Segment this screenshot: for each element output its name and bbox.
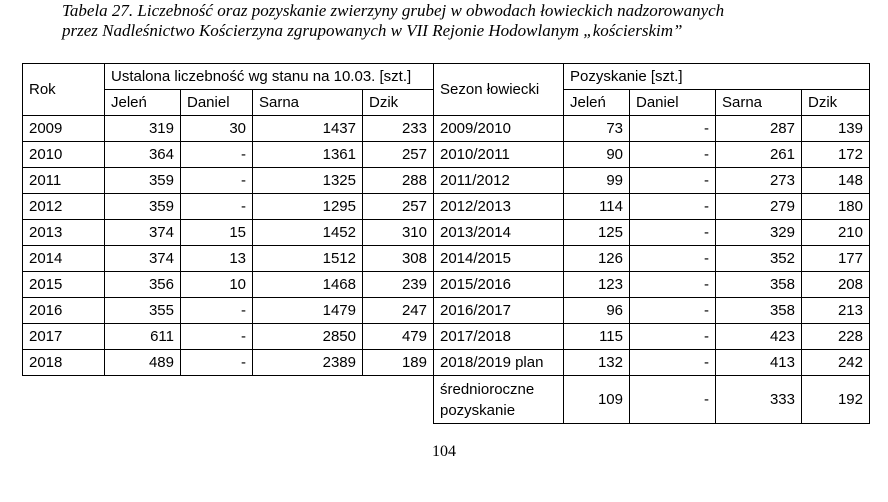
cell-p-jelen: 125 [564,220,630,246]
cell-p-jelen: 96 [564,298,630,324]
cell-u-dzik: 239 [363,272,434,298]
cell-p-sarna: 329 [716,220,802,246]
cell-p-daniel: - [630,350,716,376]
average-p-dzik: 192 [802,376,870,424]
header-p-jelen: Jeleń [564,90,630,116]
header-p-dzik: Dzik [802,90,870,116]
cell-p-daniel: - [630,298,716,324]
cell-sezon: 2013/2014 [434,220,564,246]
cell-u-dzik: 247 [363,298,434,324]
cell-p-dzik: 228 [802,324,870,350]
cell-rok: 2016 [23,298,105,324]
cell-p-sarna: 261 [716,142,802,168]
cell-u-sarna: 2389 [253,350,363,376]
cell-rok: 2013 [23,220,105,246]
cell-p-sarna: 413 [716,350,802,376]
cell-u-daniel: - [181,298,253,324]
header-u-sarna: Sarna [253,90,363,116]
cell-u-jelen: 356 [105,272,181,298]
header-rok: Rok [23,64,105,116]
table-row [23,220,870,246]
empty-area [23,376,434,424]
cell-p-jelen: 73 [564,116,630,142]
header-p-sarna: Sarna [716,90,802,116]
cell-rok: 2014 [23,246,105,272]
table-row [23,194,870,220]
header-u-daniel: Daniel [181,90,253,116]
cell-p-jelen: 99 [564,168,630,194]
page-number: 104 [432,443,456,460]
cell-u-jelen: 611 [105,324,181,350]
cell-p-sarna: 352 [716,246,802,272]
cell-p-daniel: - [630,168,716,194]
cell-p-dzik: 148 [802,168,870,194]
cell-u-sarna: 1452 [253,220,363,246]
cell-u-dzik: 310 [363,220,434,246]
cell-u-jelen: 359 [105,194,181,220]
cell-rok: 2009 [23,116,105,142]
cell-sezon: 2016/2017 [434,298,564,324]
average-row [23,376,870,424]
table-row [23,350,870,376]
cell-p-jelen: 126 [564,246,630,272]
cell-u-dzik: 479 [363,324,434,350]
cell-u-daniel: 13 [181,246,253,272]
cell-u-daniel: - [181,324,253,350]
cell-p-jelen: 132 [564,350,630,376]
cell-p-sarna: 273 [716,168,802,194]
cell-p-dzik: 139 [802,116,870,142]
cell-u-dzik: 288 [363,168,434,194]
cell-rok: 2010 [23,142,105,168]
cell-p-jelen: 114 [564,194,630,220]
cell-p-sarna: 358 [716,298,802,324]
cell-u-jelen: 364 [105,142,181,168]
cell-u-daniel: - [181,350,253,376]
cell-p-sarna: 358 [716,272,802,298]
cell-p-daniel: - [630,142,716,168]
cell-sezon: 2010/2011 [434,142,564,168]
cell-u-dzik: 189 [363,350,434,376]
cell-u-sarna: 1295 [253,194,363,220]
header-pozyskanie-group: Pozyskanie [szt.] [564,64,870,90]
table-row [23,168,870,194]
average-label [434,376,564,424]
caption-line-2: przez Nadleśnictwo Kościerzyna zgrupowanych w VII Rejonie Hodowlanym „kościerskim” [62,21,683,40]
cell-p-dzik: 172 [802,142,870,168]
cell-p-dzik: 213 [802,298,870,324]
cell-p-dzik: 210 [802,220,870,246]
cell-p-daniel: - [630,272,716,298]
average-p-jelen: 109 [564,376,630,424]
cell-u-dzik: 233 [363,116,434,142]
cell-p-daniel: - [630,194,716,220]
cell-p-daniel: - [630,324,716,350]
table-row [23,298,870,324]
cell-u-sarna: 2850 [253,324,363,350]
cell-u-sarna: 1361 [253,142,363,168]
cell-p-daniel: - [630,116,716,142]
cell-u-sarna: 1325 [253,168,363,194]
cell-u-daniel: - [181,168,253,194]
cell-p-daniel: - [630,246,716,272]
cell-u-jelen: 489 [105,350,181,376]
header-p-daniel: Daniel [630,90,716,116]
cell-u-jelen: 355 [105,298,181,324]
header-u-jelen: Jeleń [105,90,181,116]
average-p-sarna: 333 [716,376,802,424]
cell-u-jelen: 319 [105,116,181,142]
header-ustalona-group: Ustalona liczebność wg stanu na 10.03. [szt.] [105,64,434,90]
table-row [23,116,870,142]
cell-rok: 2018 [23,350,105,376]
game-population-table [22,63,870,424]
average-label-line-2: pozyskanie [440,401,516,419]
cell-sezon: 2011/2012 [434,168,564,194]
cell-sezon: 2017/2018 [434,324,564,350]
cell-rok: 2011 [23,168,105,194]
average-p-daniel: - [630,376,716,424]
table-caption [62,1,724,41]
cell-u-jelen: 374 [105,220,181,246]
average-label-line-1: średnioroczne [440,380,535,398]
cell-u-daniel: - [181,194,253,220]
caption-line-1: Tabela 27. Liczebność oraz pozyskanie zwierzyny grubej w obwodach łowieckich nadzorowanych [62,1,725,20]
cell-sezon: 2009/2010 [434,116,564,142]
cell-p-jelen: 115 [564,324,630,350]
cell-p-sarna: 287 [716,116,802,142]
cell-p-daniel: - [630,220,716,246]
cell-p-dzik: 242 [802,350,870,376]
table-row [23,142,870,168]
cell-u-sarna: 1437 [253,116,363,142]
cell-sezon: 2014/2015 [434,246,564,272]
header-sezon: Sezon łowiecki [434,64,564,116]
cell-p-jelen: 90 [564,142,630,168]
cell-u-sarna: 1468 [253,272,363,298]
cell-p-dzik: 177 [802,246,870,272]
cell-u-dzik: 257 [363,194,434,220]
cell-u-daniel: 30 [181,116,253,142]
cell-p-sarna: 279 [716,194,802,220]
cell-u-dzik: 308 [363,246,434,272]
cell-sezon: 2012/2013 [434,194,564,220]
table-row [23,324,870,350]
cell-p-jelen: 123 [564,272,630,298]
header-u-dzik: Dzik [363,90,434,116]
cell-rok: 2012 [23,194,105,220]
cell-rok: 2015 [23,272,105,298]
cell-u-sarna: 1479 [253,298,363,324]
cell-u-dzik: 257 [363,142,434,168]
cell-u-daniel: 10 [181,272,253,298]
cell-u-jelen: 359 [105,168,181,194]
cell-p-dzik: 180 [802,194,870,220]
cell-p-sarna: 423 [716,324,802,350]
cell-sezon: 2015/2016 [434,272,564,298]
cell-u-jelen: 374 [105,246,181,272]
table-row [23,272,870,298]
header-row-1 [23,64,870,90]
cell-rok: 2017 [23,324,105,350]
table-row [23,246,870,272]
cell-u-daniel: - [181,142,253,168]
cell-u-daniel: 15 [181,220,253,246]
cell-sezon: 2018/2019 plan [434,350,564,376]
cell-u-sarna: 1512 [253,246,363,272]
cell-p-dzik: 208 [802,272,870,298]
